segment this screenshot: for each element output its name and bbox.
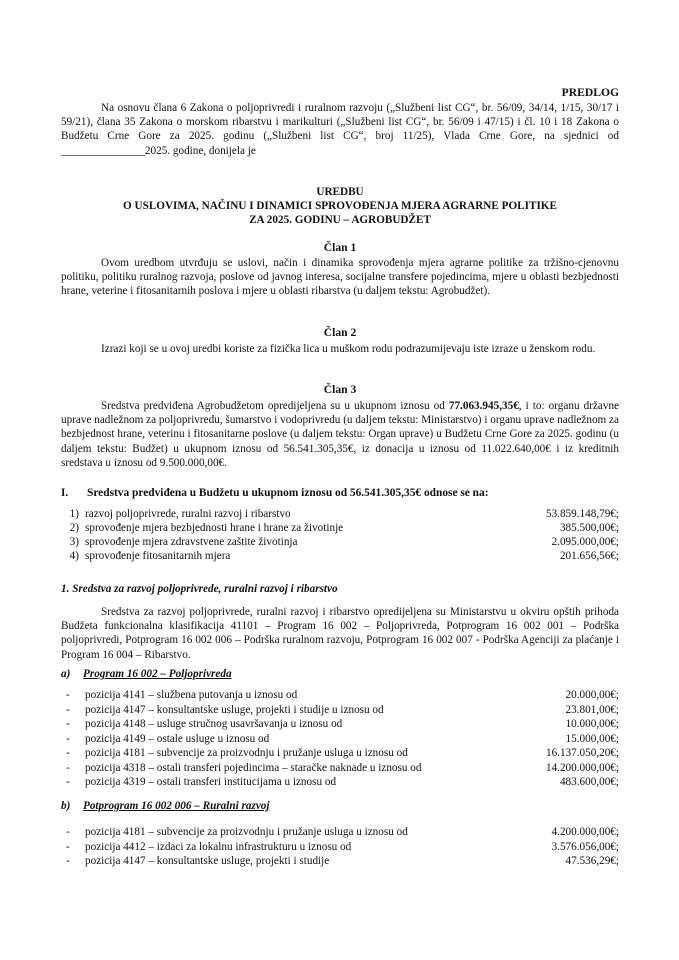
decree-title-line3: ZA 2025. GODINU – AGROBUDŽET <box>249 214 431 226</box>
item-number: 2) <box>69 522 79 534</box>
program-a-letter: a) <box>61 668 71 680</box>
item-label: pozicija 4412 – izdaci za lokalnu infrastrukturu u iznosu od <box>85 840 352 853</box>
bullet-dash: - <box>66 747 70 759</box>
item-amount: 4.200.000,00€; <box>551 826 619 838</box>
item-number: 1) <box>69 508 79 520</box>
item-amount: 47.536,29€; <box>565 855 619 867</box>
item-label: pozicija 4181 – subvencije za proizvodnju i pružanje usluga u iznosu od <box>85 747 408 759</box>
allocation-row <box>61 535 619 549</box>
subsection-1-text: Sredstva za razvoj poljoprivrede, ruralni razvoj i ribarstvo opredijeljena su Ministarstvu u okviru opštih prihoda Budžeta funkcionalna klasifikacija 41101 – Program 16 002 – Poljoprivreda, Potprogram 16 002 001 – Podrška poljoprivredi, Potprogram 16 002 006 – Podrška ruralnom razvoju, Potprogram 16 002 007 - Podrška Agenciji za plaćanje i Program 16 004 – Ribarstvo. <box>61 606 619 661</box>
decree-title-line1: UREDBU <box>316 186 364 198</box>
bullet-dash: - <box>66 703 70 716</box>
allocation-row <box>61 507 619 521</box>
item-label: pozicija 4141 – službena putovanja u iznosu od <box>85 689 298 701</box>
item-number: 4) <box>69 550 79 562</box>
item-label: razvoj poljoprivrede, ruralni razvoj i ribarstvo <box>85 508 291 520</box>
preamble: Na osnovu člana 6 Zakona o poljoprivredi i ruralnom razvoju („Službeni list CG“, br. 56/09, 34/14, 1/15, 30/17 i 59/21), člana 35 Zakona o morskom ribarstvu i marikulturi („Službeni list CG“, br. 56/09 i 47/15) i čl. 10 i 18 Zakona o Budžetu Crne Gore za 2025. godinu („Službeni list CG“, broj 11/25), Vlada Crne Gore, na sjednici od _______________2025. godine, donijela je <box>61 102 619 157</box>
article-2-text: Izrazi koji se u ovoj uredbi koriste za fizička lica u muškom rodu podrazumijevaju iste izraze u ženskom rodu. <box>101 343 596 355</box>
position-row <box>61 688 619 702</box>
item-amount: 15.000,00€; <box>565 732 619 745</box>
bullet-dash: - <box>66 840 70 853</box>
item-number: 3) <box>69 536 79 548</box>
section-1-number: I. <box>61 487 69 499</box>
article-1-heading: Član 1 <box>323 241 357 254</box>
item-amount: 53.859.148,79€; <box>545 508 619 520</box>
program-b-heading: Potprogram 16 002 006 – Ruralni razvoj <box>83 800 270 812</box>
agrobudget-total: 77.063.945,35€ <box>448 400 519 412</box>
position-row <box>61 703 619 717</box>
position-row <box>61 717 619 731</box>
program-b-letter: b) <box>61 800 71 812</box>
article-3-heading: Član 3 <box>323 383 357 396</box>
item-label: pozicija 4147 – konsultantske usluge, projekti i studije u iznosu od <box>85 703 384 716</box>
bullet-dash: - <box>66 689 70 701</box>
subsection-1-heading: 1. Sredstva za razvoj poljoprivrede, ruralni razvoj i ribarstvo <box>61 583 338 595</box>
bullet-dash: - <box>66 855 70 867</box>
item-label: pozicija 4148 – usluge stručnog usavršavanja u iznosu od <box>85 718 343 730</box>
item-amount: 20.000,00€; <box>565 689 619 701</box>
item-label: sprovođenje mjera bezbjednosti hrane i hrane za životinje <box>85 522 344 534</box>
item-amount: 483.600,00€; <box>559 776 619 788</box>
bullet-dash: - <box>66 718 70 730</box>
bullet-dash: - <box>66 776 70 788</box>
item-label: pozicija 4149 – ostale usluge u iznosu od <box>85 732 270 745</box>
position-row <box>61 732 619 746</box>
allocation-row <box>61 521 619 535</box>
position-row <box>61 746 619 760</box>
item-amount: 23.801,00€; <box>565 703 619 716</box>
item-amount: 2.095.000,00€; <box>551 536 619 548</box>
position-row <box>61 761 619 775</box>
position-row <box>61 775 619 789</box>
item-label: pozicija 4181 – subvencije za proizvodnju i pružanje usluga u iznosu od <box>85 826 408 838</box>
decree-title-line2: O USLOVIMA, NAČINU I DINAMICI SPROVOĐENJA MJERA AGRARNE POLITIKE <box>123 200 557 212</box>
bullet-dash: - <box>66 732 70 745</box>
article-2-heading: Član 2 <box>323 326 357 339</box>
article-1-text: Ovom uredbom utvrđuju se uslovi, način i dinamika sprovođenja mjera agrarne politike za tržišno-cjenovnu politiku, politiku ruralnog razvoja, poslove od javnog interesa, socijalne transfere pojedincima, mjere u oblasti bezbjednosti hrane, veterine i fitosanitarnih poslova i mjere u oblasti ribarstva (u daljem tekstu: Agrobudžet). <box>61 257 619 298</box>
position-row <box>61 825 619 839</box>
section-1-heading: Sredstva predviđena u Budžetu u ukupnom iznosu od 56.541.305,35€ odnose se na: <box>87 487 489 499</box>
item-label: pozicija 4319 – ostali transferi institucijama u iznosu od <box>85 776 337 788</box>
item-amount: 385.500,00€; <box>559 522 619 534</box>
item-label: pozicija 4147 – konsultantske usluge, projekti i studije <box>85 855 330 867</box>
item-amount: 16.137.050,20€; <box>545 747 619 759</box>
article-3-text-start: Sredstva predviđena Agrobudžetom opredijeljena su u ukupnom iznosu od <box>101 400 449 412</box>
bullet-dash: - <box>66 826 70 838</box>
article-3-text <box>61 399 619 470</box>
item-amount: 201.656,56€; <box>559 550 619 562</box>
item-amount: 10.000,00€; <box>565 718 619 730</box>
program-a-heading: Program 16 002 – Poljoprivreda <box>83 668 232 680</box>
position-row <box>61 854 619 868</box>
item-amount: 14.200.000,00€; <box>545 761 619 774</box>
item-amount: 3.576.056,00€; <box>551 840 619 853</box>
document-status-label: PREDLOG <box>561 86 619 99</box>
item-label: sprovođenje mjera zdravstvene zaštite životinja <box>85 536 298 548</box>
item-label: pozicija 4318 – ostali transferi pojedincima – staračke naknade u iznosu od <box>85 761 422 774</box>
article-3-text-end: , i to: organu državne uprave nadležnom za poljoprivredu, šumarstvo i vodoprivredu (u daljem tekstu: Ministarstvo) i organu uprave nadležnom za bezbjednost hrane, veterinu i fitosanitarne poslove (u daljem tekstu: Organ uprave) u Budžetu Crne Gore za 2025. godinu (u daljem tekstu: Budžet) u ukupnom iznosu od 56.541.305,35€, iz donacija u iznosu od 11.022.640,00€ i iz kreditnih sredstava u iznosu od 9.500.000,00€. <box>61 400 619 469</box>
bullet-dash: - <box>66 761 70 774</box>
position-row <box>61 840 619 854</box>
allocation-row <box>61 549 619 563</box>
item-label: sprovođenje fitosanitarnih mjera <box>85 550 231 562</box>
